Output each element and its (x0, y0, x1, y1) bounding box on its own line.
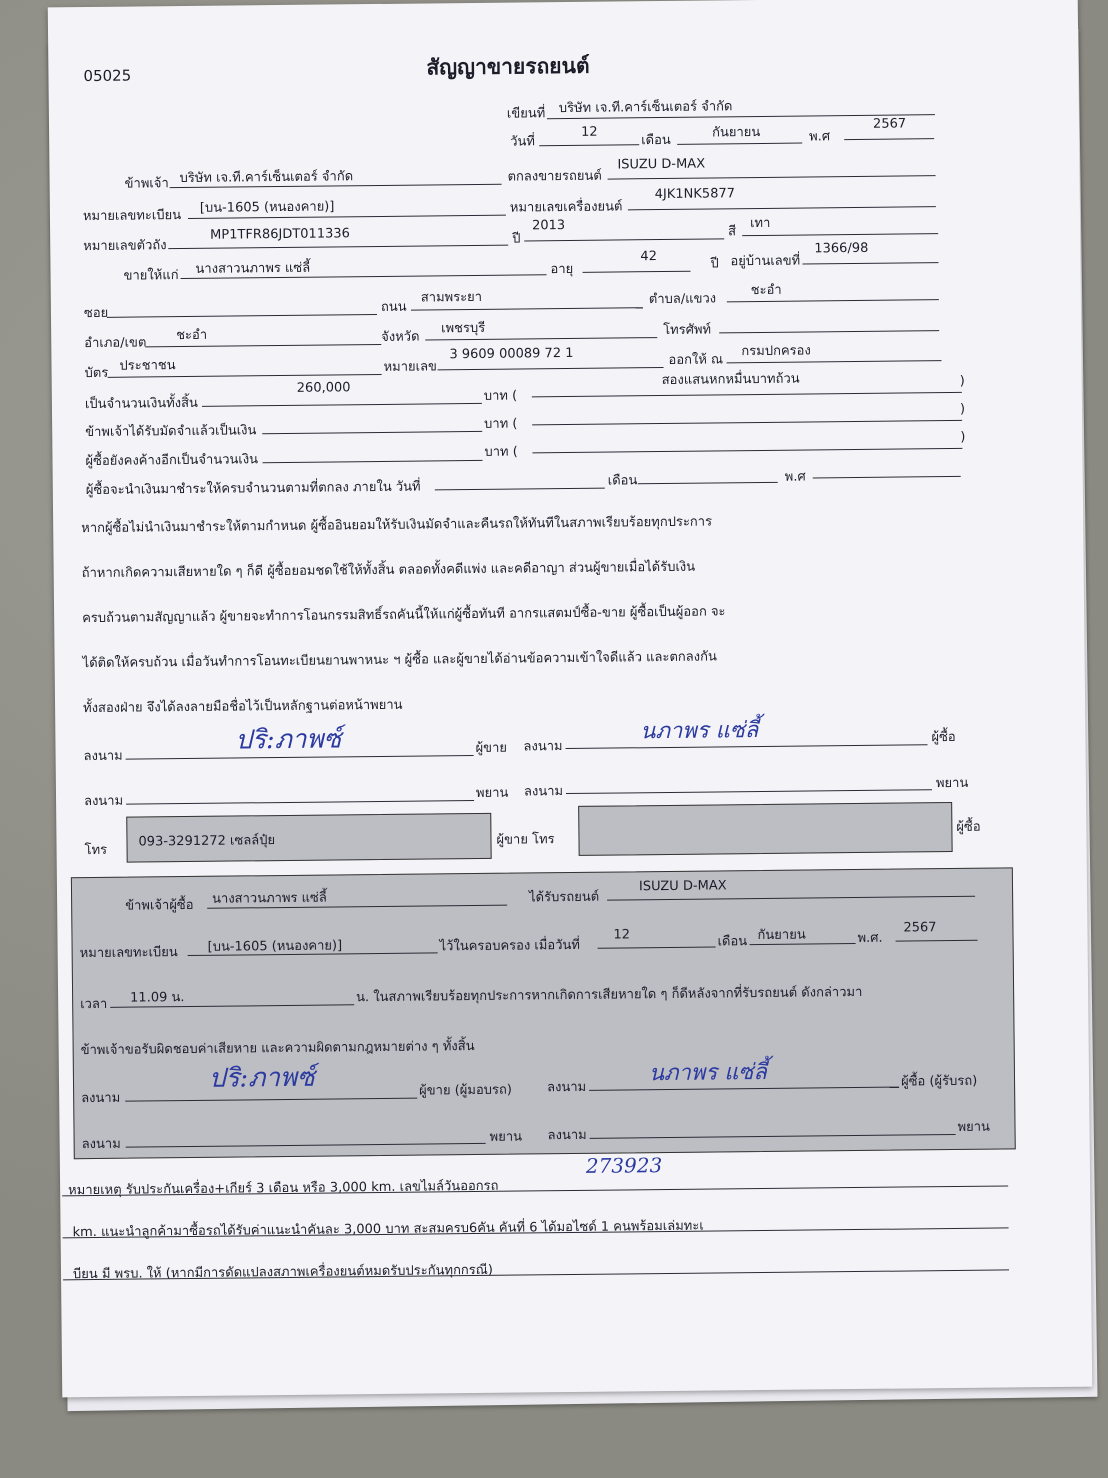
year-value: 2567 (872, 116, 907, 132)
note-line-2: km. แนะนำลูกค้ามาซื้อรถได้รับค่าแนะนำคันละ 3,000 บาท สะสมครบ6คัน คันที่ 6 ได้มอไซด์ 1 คนพร้อมเล่มทะเ (72, 1218, 704, 1241)
color-line (742, 233, 938, 236)
receipt-condition: น. ในสภาพเรียบร้อยทุกประการหากเกิดการเสียหายใด ๆ ก็ดีหลังจากที่รับรถยนต์ ดังกล่าวมา (356, 984, 863, 1006)
car-line (608, 175, 936, 179)
age-unit-label: ปี (710, 256, 719, 272)
deposit-close: ) (959, 401, 966, 417)
age-value: 42 (640, 249, 658, 265)
total-close: ) (959, 373, 965, 389)
buyer-signature: นภาพร แซ่ลี้ (640, 718, 759, 745)
total-baht-label: บาท ( (483, 388, 518, 404)
total-line (202, 403, 482, 407)
soi-line (107, 314, 377, 318)
district-value: ชะอำ (176, 327, 208, 344)
day-value: 12 (581, 124, 598, 140)
remain-line (263, 460, 483, 463)
witness-2-line (566, 789, 932, 794)
house-label: อยู่บ้านเลขที่ (730, 253, 801, 270)
seller-name: บริษัท เจ.ที.คาร์เซ็นเตอร์ จำกัด (179, 169, 354, 187)
buyer-role-label: ผู้ซื้อ (931, 729, 956, 746)
document-title: สัญญาขายรถยนต์ (426, 53, 590, 80)
total-label: เป็นจำนวนเงินทั้งสิ้น (84, 395, 198, 413)
document-number: 05025 (83, 66, 132, 86)
district-label: อำเภอ/เขต (84, 335, 147, 352)
seller-signature: ปริ:ภาพซ์ (235, 724, 342, 756)
sell-to-label: ขายให้แก่ (123, 268, 179, 284)
deposit-baht-label: บาท ( (484, 416, 518, 432)
phone-label-seller: โทร (84, 842, 108, 859)
receipt-box (71, 867, 1016, 1159)
remain-label: ผู้ซื้อยังคงค้างอีกเป็นจำนวนเงิน (85, 452, 259, 470)
age-line (583, 271, 691, 273)
id-label: หมายเลข (383, 359, 437, 375)
remain-words-line (532, 448, 962, 454)
remain-baht-label: บาท ( (484, 444, 518, 460)
receipt-buyer-label: ข้าพเจ้าผู้ซื้อ (125, 897, 194, 914)
month-label: เดือน (641, 132, 671, 149)
chassis-line (168, 245, 508, 250)
date-label: วันที่ (510, 134, 536, 150)
sign-label-buyer: ลงนาม (523, 739, 563, 755)
plate-label: หมายเลขทะเบียน (82, 208, 182, 225)
receipt-responsibility: ข้าพเจ้าขอรับผิดชอบค่าเสียหาย และความผิดตามกฎหมายต่าง ๆ ทั้งสิ้น (80, 1039, 475, 1059)
pay-year-line (813, 476, 961, 479)
province-value: เพชรบุรี (441, 320, 486, 337)
car-model: ISUZU D-MAX (617, 156, 706, 173)
color-value: เทา (749, 215, 771, 232)
car-year-line (524, 238, 724, 241)
card-value: ประชาชน (119, 358, 176, 374)
pay-label: ผู้ซื้อจะนำเงินมาชำระให้ครบจำนวนตามที่ตกลง ภายใน วันที่ (85, 479, 421, 499)
house-line (802, 262, 938, 264)
engine-value: 4JK1NK5877 (654, 186, 736, 203)
seller-role-label: ผู้ขาย (475, 740, 508, 756)
sign-label-seller: ลงนาม (83, 748, 123, 765)
receipt-seller-signature: ปริ:ภาพซ์ (208, 1062, 315, 1094)
receipt-plate: [บน-1605 (หนองคาย)] (207, 938, 343, 955)
engine-line (628, 206, 936, 210)
house-value: 1366/98 (814, 240, 869, 257)
month-line (677, 143, 802, 145)
plate-value: [บน-1605 (หนองคาย)] (199, 199, 335, 216)
body-line-3: ครบถ้วนตามสัญญาแล้ว ผู้ขายจะทำการโอนกรรมสิทธิ์รถคันนี้ให้แก่ผู้ซื้อทันที อากรแสตมป์ซื้อ-ขาย ผู้ซื้อเป็นผู้ออก จะ (82, 604, 726, 627)
receipt-year-label: พ.ศ. (857, 930, 883, 947)
color-label: สี (728, 224, 737, 240)
car-year-label: ปี (512, 231, 521, 247)
chassis-value: MP1TFR86JDT011336 (210, 226, 350, 243)
subdistrict-value: ชะอำ (750, 282, 782, 299)
receipt-buyer-signature: นภาพร แซ่ลี้ (648, 1059, 767, 1087)
receipt-month-label: เดือน (717, 934, 748, 950)
receipt-buyer: นางสาวนภาพร แซ่ลี้ (212, 890, 327, 907)
written-at-label: เขียนที่ (506, 106, 546, 122)
deposit-words-line (532, 420, 962, 426)
body-line-1: หากผู้ซื้อไม่นำเงินมาชำระให้ตามกำหนด ผู้ซื้ออินยอมให้รับเงินมัดจำและคืนรถให้ทันทีในสภาพเรียบร้อยทุกประการ (81, 514, 713, 537)
receipt-time: 11.09 น. (130, 990, 185, 1006)
remain-close: ) (960, 429, 966, 445)
contract-sheet (48, 0, 1092, 1397)
receipt-time-label: เวลา (80, 996, 108, 1013)
id-value: 3 9609 00089 72 1 (449, 345, 574, 363)
chassis-label: หมายเลขตัวถัง (83, 238, 167, 255)
pay-day-line (435, 488, 605, 491)
total-words: สองแสนหกหมื่นบาทถ้วน (661, 371, 800, 389)
receipt-witness-2-role: พยาน (957, 1119, 990, 1135)
day-line (539, 144, 639, 146)
road-label: ถนน (380, 299, 407, 315)
receipt-buyer-role: ผู้ซื้อ (ผู้รับรถ) (900, 1073, 978, 1090)
buyer-name: นางสาวนภาพร แซ่ลี้ (195, 260, 311, 277)
subdistrict-label: ตำบล/แขวง (648, 291, 717, 308)
receipt-sign-label-witness-1: ลงนาม (81, 1136, 121, 1153)
receipt-seller-role: ผู้ขาย (ผู้มอบรถ) (419, 1082, 512, 1099)
receipt-witness-1-role: พยาน (489, 1129, 523, 1145)
receipt-car: ISUZU D-MAX (638, 878, 727, 895)
receipt-day: 12 (613, 927, 631, 943)
road-value: สามพระยา (420, 289, 483, 306)
mileage-value: 273923 (585, 1153, 663, 1178)
sign-label-witness-1: ลงนาม (83, 793, 124, 810)
receipt-received-label: ได้รับรถยนต์ (529, 889, 600, 906)
body-line-5: ทั้งสองฝ่าย จึงได้ลงลายมือชื่อไว้เป็นหลักฐานต่อหน้าพยาน (83, 697, 403, 717)
receipt-month: กันยายน (757, 927, 806, 944)
total-value: 260,000 (296, 380, 351, 396)
engine-label: หมายเลขเครื่องยนต์ (509, 199, 623, 216)
total-words-line (532, 392, 962, 398)
note-line-3: บียน มี พรบ. ให้ (หากมีการดัดแปลงสภาพเครื่องยนต์หมดรับประกันทุกกรณี) (72, 1262, 493, 1283)
province-label: จังหวัด (381, 329, 420, 345)
note-line-1: หมายเหตุ รับประกันเครื่อง+เกียร์ 3 เดือน หรือ 3,000 km. เลขไมล์วันออกรถ (68, 1178, 499, 1199)
buyer-phone-role: ผู้ซื้อ (956, 819, 981, 835)
year-label: พ.ศ (809, 129, 831, 145)
deposit-line (262, 431, 482, 434)
phone-label: โทรศัพท์ (663, 322, 712, 339)
sign-label-witness-2: ลงนาม (523, 784, 564, 800)
seller-phone: 093-3291272 เซลล์ปุ๋ย (138, 833, 276, 850)
written-at-value: บริษัท เจ.ที.คาร์เซ็นเตอร์ จำกัด (558, 99, 733, 117)
buyer-phone-box (578, 802, 953, 856)
witness-2-role: พยาน (935, 775, 969, 792)
deposit-label: ข้าพเจ้าได้รับมัดจำแล้วเป็นเงิน (85, 423, 257, 441)
body-line-4: ได้ติดให้ครบถ้วน เมื่อวันทำการโอนทะเบียนยานพาหนะ ฯ ผู้ซื้อ และผู้ขายได้อ่านข้อความเข้าใจดีแล้ว และตกลงกัน (82, 649, 717, 672)
receipt-sign-label-seller: ลงนาม (81, 1090, 121, 1107)
receipt-sign-label-witness-2: ลงนาม (547, 1127, 587, 1144)
month-value: กันยายน (712, 124, 761, 141)
pay-month-line (638, 482, 778, 484)
phone-line (719, 330, 939, 333)
seller-phone-label2: ผู้ขาย โทร (496, 832, 555, 848)
id-line (438, 367, 664, 370)
receipt-year: 2567 (903, 920, 937, 936)
year-line (844, 138, 934, 140)
receipt-plate-label: หมายเลขทะเบียน (79, 945, 178, 962)
road-line (411, 307, 643, 310)
agree-label: ตกลงขายรถยนต์ (507, 168, 602, 185)
seller-label: ข้าพเจ้า (124, 176, 169, 192)
pay-month-label: เดือน (607, 473, 638, 489)
receipt-sign-label-buyer: ลงนาม (547, 1079, 587, 1096)
witness-1-line (126, 800, 474, 805)
card-label: บัตร (84, 365, 109, 382)
age-label: อายุ (550, 261, 574, 278)
receipt-possess-label: ไว้ในครอบครอง เมื่อวันที่ (439, 937, 581, 955)
witness-1-role: พยาน (475, 785, 509, 801)
issued-label: ออกให้ ณ (668, 352, 724, 368)
pay-year-label: พ.ศ (784, 469, 806, 485)
soi-label: ซอย (83, 305, 109, 322)
car-year-value: 2013 (531, 218, 566, 234)
issued-value: กรมปกครอง (741, 343, 811, 360)
body-line-2: ถ้าหากเกิดความเสียหายใด ๆ ก็ดี ผู้ซื้อยอมชดใช้ให้ทั้งสิ้น ตลอดทั้งคดีแพ่ง และคดีอาญา ส่วนผู้ขายเมื่อได้รับเงิน (81, 559, 696, 582)
